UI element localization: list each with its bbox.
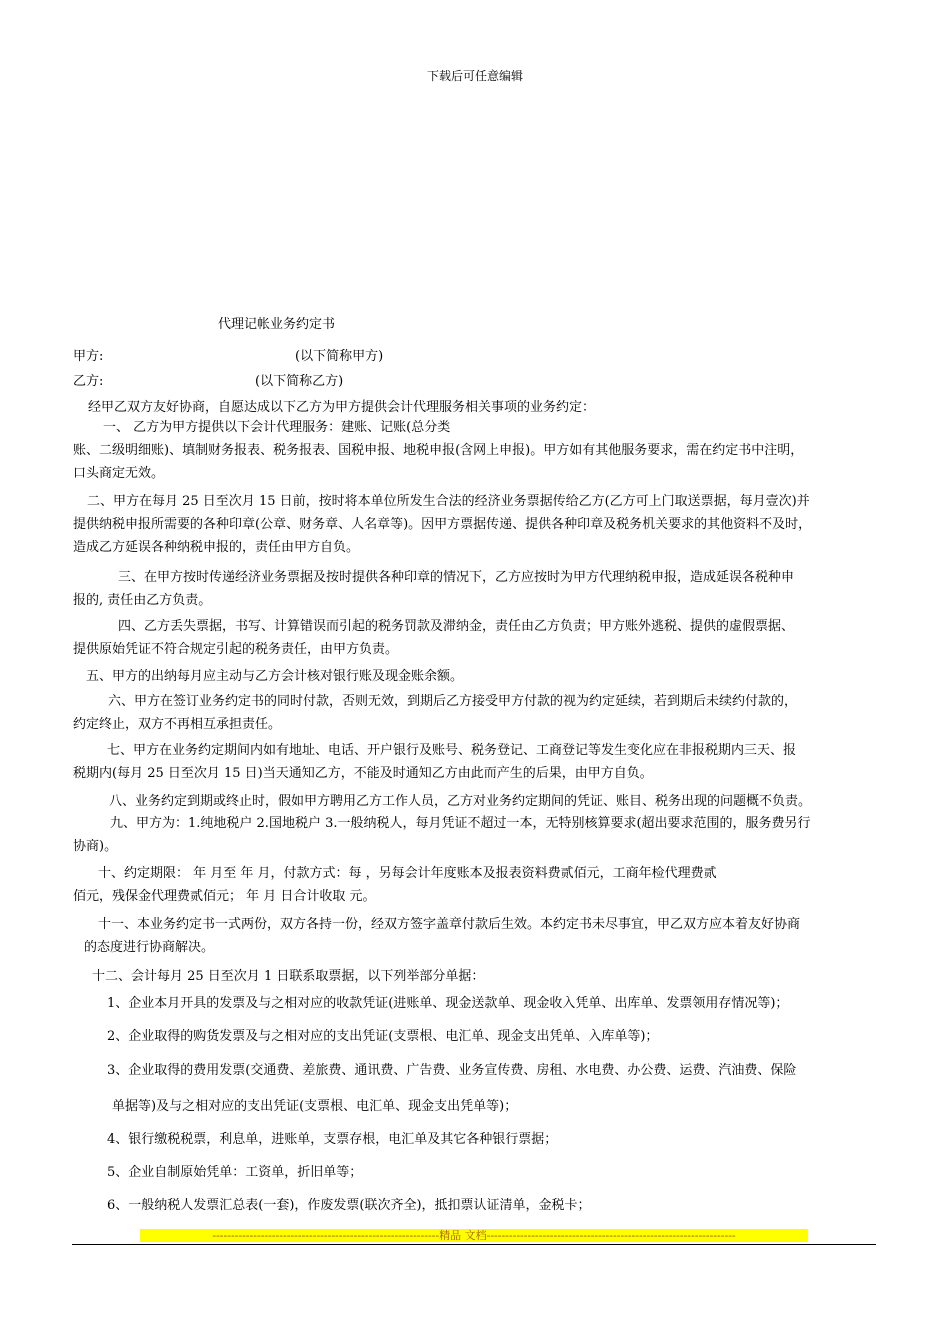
list-item: 2、企业取得的购货发票及与之相对应的支出凭证(支票根、电汇单、现金支出凭单、入库单等)； [107, 1029, 659, 1044]
party-b-label: 乙方: [73, 374, 104, 389]
intro-paragraph: 经甲乙双方友好协商，自愿达成以下乙方为甲方提供会计代理服务相关事项的业务约定： [88, 400, 596, 415]
party-b-suffix: (以下简称乙方) [255, 374, 344, 389]
clause-2-line: 二、甲方在每月 25 日至次月 15 日前，按时将本单位所发生合法的经济业务票据传给乙方(乙方可上门取送票据，每月壹次)并 [87, 494, 810, 509]
clause-11-line: 的态度进行协商解决。 [84, 940, 215, 955]
clause-1 [73, 416, 879, 485]
clause-7-line: 七、甲方在业务约定期间内如有地址、电话、开户银行及账号、税务登记、工商登记等发生变化应在非报税期内三天、报 [107, 743, 797, 758]
list-item: 6、一般纳税人发票汇总表(一套)，作废发票(联次齐全)，抵扣票认证清单，金税卡； [107, 1198, 591, 1213]
clause-6 [73, 690, 879, 736]
clause-9-line: 九、甲方为：1.纯地税户 2.国地税户 3.一般纳税人，每月凭证不超过一本，无特别核算要求(超出要求范围的，服务费另行 [110, 816, 811, 831]
clause-7-line: 税期内(每月 25 日至次月 15 日)当天通知乙方，不能及时通知乙方由此而产生的后果，由甲方自负。 [73, 766, 653, 781]
clause-9 [73, 812, 879, 858]
document-title: 代理记帐业务约定书 [218, 317, 336, 332]
clause-5: 五、甲方的出纳每月应主动与乙方会计核对银行账及现金账余额。 [86, 669, 464, 684]
clause-1-line: 账、二级明细账)、填制财务报表、税务报表、国税申报、地税申报(含网上申报)。甲方如有其他服务要求，需在约定书中注明， [73, 443, 804, 458]
clause-2-line: 提供纳税申报所需要的各种印章(公章、财务章、人名章等)。因甲方票据传递、提供各种印章及税务机关要求的其他资料不及时， [73, 517, 812, 532]
clause-3-line: 报的, 责任由乙方负责。 [73, 593, 212, 608]
list-item: 1、企业本月开具的发票及与之相对应的收款凭证(进账单、现金送款单、现金收入凭单、出库单、发票领用存情况等)； [107, 996, 789, 1011]
clause-7 [73, 739, 879, 785]
clause-6-line: 六、甲方在签订业务约定书的同时付款，否则无效，到期后乙方接受甲方付款的视为约定延续，若到期后未续约付款的， [108, 694, 798, 709]
clause-2 [73, 490, 879, 559]
clause-1-line: 口头商定无效。 [73, 466, 165, 481]
header-note: 下载后可任意编辑 [426, 69, 523, 83]
list-item: 5、企业自制原始凭单：工资单，折旧单等； [107, 1165, 363, 1180]
clause-10-line: 十、约定期限： 年 月至 年 月，付款方式：每 ，另每会计年度账本及报表资料费贰佰元，工商年检代理费贰 [98, 866, 717, 881]
party-a-suffix: (以下简称甲方) [295, 349, 384, 364]
list-item: 单据等)及与之相对应的支出凭证(支票根、电汇单、现金支出凭单等)； [112, 1099, 518, 1114]
clause-11 [84, 913, 880, 959]
list-item: 3、企业取得的费用发票(交通费、差旅费、通讯费、广告费、业务宣传费、房租、水电费、办公费、运费、汽油费、保险 [107, 1063, 797, 1078]
clause-4-line: 四、乙方丢失票据，书写、计算错误而引起的税务罚款及滞纳金，责任由乙方负责；甲方账外逃税、提供的虚假票据、 [118, 619, 795, 634]
clause-4-line: 提供原始凭证不符合规定引起的税务责任，由甲方负责。 [73, 642, 399, 657]
clause-1-line: 一、 乙方为甲方提供以下会计代理服务：建账、记账(总分类 [103, 420, 451, 435]
clause-10 [73, 862, 879, 908]
list-item: 4、银行缴税税票，利息单，进账单，支票存根，电汇单及其它各种银行票据； [107, 1132, 558, 1147]
clause-9-line: 协商)。 [73, 839, 118, 854]
clause-8: 八、业务约定到期或终止时，假如甲方聘用乙方工作人员，乙方对业务约定期间的凭证、账目、税务出现的问题概不负责。 [109, 794, 812, 809]
clause-12: 十二、会计每月 25 日至次月 1 日联系取票据，以下列举部分单据： [92, 969, 485, 984]
footer-watermark: -------------------------------------------------------------精品 文档------------------------------------------------------------------- [140, 1229, 808, 1242]
clause-2-line: 造成乙方延误各种纳税申报的，责任由甲方自负。 [73, 540, 360, 555]
clause-4 [73, 615, 879, 661]
footer-divider [72, 1244, 876, 1245]
clause-3-line: 三、在甲方按时传递经济业务票据及按时提供各种印章的情况下，乙方应按时为甲方代理纳税申报，造成延误各税种申 [118, 570, 795, 585]
clause-11-line: 十一、本业务约定书一式两份，双方各持一份，经双方签字盖章付款后生效。本约定书未尽事宜，甲乙双方应本着友好协商 [98, 917, 801, 932]
party-a-label: 甲方: [73, 349, 104, 364]
clause-3 [73, 566, 879, 612]
clause-10-line: 佰元，残保金代理费贰佰元； 年 月 日合计收取 元。 [73, 889, 376, 904]
clause-6-line: 约定终止，双方不再相互承担责任。 [73, 717, 282, 732]
